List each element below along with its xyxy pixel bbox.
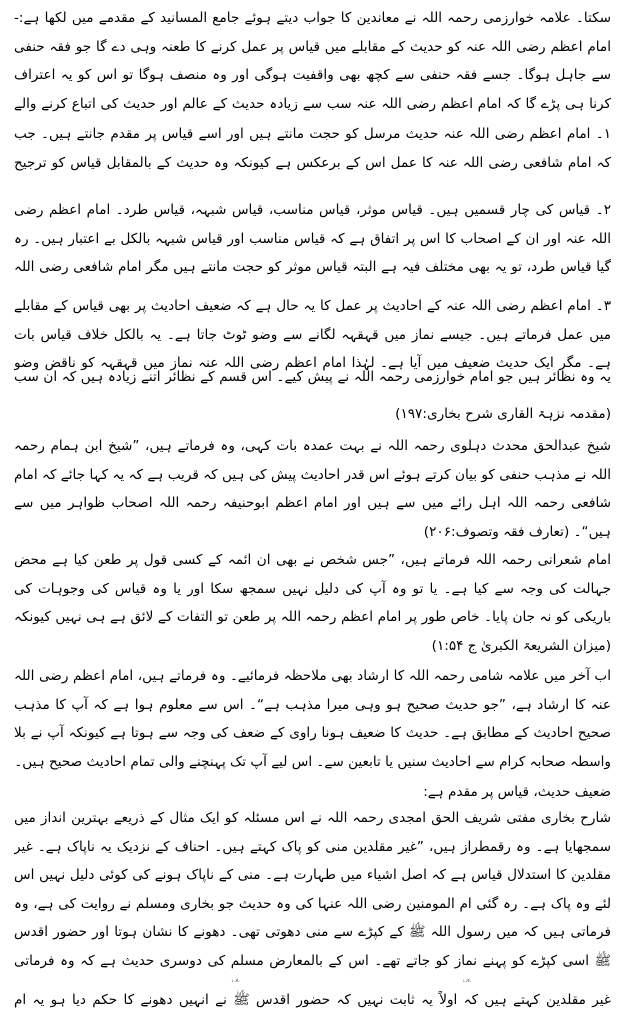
paragraph-point-two: ۲۔ قیاس کی چار قسمیں ہیں۔ قیاس موثر، قیاس مناسب، قیاس شبہہ، قیاس طرد۔ امام اعظم رضی اللہ عنہ اور ان کے اصحاب کا اس پر اتفاق ہے کہ قیاس مناسب اور قیاس شبہہ بالکل بے اعتبار ہیں۔ رہ گیا قیاس طرد، تو یہ بھی مختلف فیہ ہے البتہ قیاس موثر کو حجت مانتے ہیں مگر امام شافعی رضی اللہ: [14, 202, 611, 275]
paragraph-ghair-muqallideen: غیر مقلدین کہتے ہیں کہ اولاً یہ ثابت نہیں کہ حضور اقدس ﷺ نے انہیں دھونے کا حکم دیا ہو یہ ام: [14, 992, 611, 1008]
paragraph-shaarani: امام شعرانی رحمہ اللہ فرماتے ہیں، ”جس شخص نے بھی ان ائمہ کے کسی قول پر طعن کیا ہے محض جہالت کی وجہ سے کیا ہے۔ یا تو وہ آپ کی دلیل نہیں سمجھ سکا اور یا وہ قیاس کی وجوہات کی باریکی کو نہ جان پایا۔ خاص طور پر امام اعظم رحمہ اللہ پر طعن تو التفات کے لائق ہے ہی نہیں کیونکہ: [14, 552, 611, 625]
paragraph-shami: اب آخر میں علامہ شامی رحمہ اللہ کا ارشاد بھی ملاحظہ فرمائیے۔ وہ فرماتے ہیں، امام اعظم رضی اللہ عنہ کا ارشاد ہے، ”جو حدیث صحیح ہو وہی میرا مذہب ہے“۔ اس سے معلوم ہوا ہے کہ آپ کا مذہب صحیح احادیث کے مطابق ہے۔ حدیث کا ضعیف ہونا راوی کے ضعف کی وجہ سے ہوتا ہے کیونکہ آپ نے بلا واسطہ صحابہ کرام سے احادیث سنیں یا تابعین سے۔ اس لیے آپ تک پہنچنے والی تمام احادیث صحیح ہیں۔: [14, 668, 611, 770]
paragraph-khwarizmi-intro: سکتا۔ علامہ خوارزمی رحمہ اللہ نے معاندین کا جواب دیتے ہوئے جامع المسانید کے مقدمے میں لکھا ہے:- امام اعظم رضی اللہ عنہ کو حدیث کے مقابلے میں قیاس پر عمل کرنے کا طعنہ وہی دے گا جو فقہ حنفی سے جاہل ہوگا۔ جسے فقہ حنفی سے کچھ بھی واقفیت ہوگی اور وہ منصف ہوگا تو اس کو یہ اعتراف کرنا ہی پڑے گا کہ امام اعظم رضی اللہ عنہ سب سے زیادہ حدیث کے عالم اور حدیث کی اتباع کرنے والے: [14, 10, 611, 112]
reference-mizan-ul-sharia: (میزان الشریعۃ الکبریٰ ج ۱:۵۴): [431, 638, 611, 654]
paragraph-amjadi: شارح بخاری مفتی شریف الحق امجدی رحمہ اللہ نے اس مسئلہ کو ایک مثال کے ذریعے بہترین انداز میں سمجھایا ہے۔ وہ رقمطراز ہیں، ”غیر مقلدین منی کو پاک کہتے ہیں۔ احناف کے نزدیک یہ ناپاک ہے۔ غیر مقلدین کا استدلال قیاس ہے کہ اصل اشیاء میں طہارت ہے۔ منی کے ناپاک ہونے کی کوئی دلیل نہیں اس لئے وہ پاک ہے۔ رہ گئی ام المومنین رضی اللہ عنہا کی وہ حدیث جو بخاری ومسلم نے روایت کی ہے، وہ فرماتی ہیں کہ میں رسول اللہ ﷺ کے کپڑے سے منی دھوتی تھی۔ دھونے کا نشان ہوتا اور حضور اقدس ﷺ اسی کپڑے کو پہنے نماز کو جاتے تھے۔ اس کے بالمعارض مسلم کی دوسری حدیث ہے کہ وہ فرماتی: [14, 810, 611, 969]
paragraph-point-one: ۱۔ امام اعظم رضی اللہ عنہ حدیث مرسل کو حجت مانتے ہیں اور اسے قیاس پر مقدم جانتے ہیں۔ جب کہ امام شافعی رضی اللہ عنہ کا عمل اس کے برعکس ہے کیونکہ وہ حدیث کے بالمقابل قیاس کو ترجیح: [14, 126, 611, 171]
paragraph-nazair: یہ وہ نظائر ہیں جو امام خوارزمی رحمہ اللہ نے پیش کیے۔ اس قسم کے نظائر اتنے زیادہ ہیں کہ ان سب: [14, 369, 611, 385]
section-heading: ضعیف حدیث، قیاس پر مقدم ہے:: [423, 784, 611, 800]
paragraph-abdul-haq: شیخ عبدالحق محدث دہلوی رحمہ اللہ نے بہت عمدہ بات کہی، وہ فرماتے ہیں، ”شیخ ابن ہمام رحمہ اللہ نے مذہب حنفی کو بیان کرتے ہوئے اس قدر احادیث پیش کی ہیں کہ قریب ہے کہ یہ کہا جائے کہ امام شافعی رحمہ اللہ اہل رائے میں سے ہیں اور امام اعظم ابوحنیفہ رحمہ اللہ اصحاب ظواہر میں سے ہیں“۔ (تعارف فقہ وتصوف:۲۰۶): [14, 438, 611, 540]
paragraph-point-three: ۳۔ امام اعظم رضی اللہ عنہ کے احادیث پر عمل کا یہ حال ہے کہ ضعیف احادیث پر بھی قیاس کے مقابلے میں عمل فرماتے ہیں۔ جیسے نماز میں قہقہہ لگانے سے وضو ٹوٹ جاتا ہے۔ یہ بالکل خلاف قیاس بات ہے۔ مگر ایک حدیث ضعیف میں آیا ہے۔ لہٰذا امام اعظم رضی اللہ عنہ نماز میں قہقہہ کو ناقض وضو: [14, 298, 611, 371]
reference-nuzhat-ul-qari: (مقدمہ نزہۃ القاری شرح بخاری:۱۹۷): [395, 406, 611, 422]
